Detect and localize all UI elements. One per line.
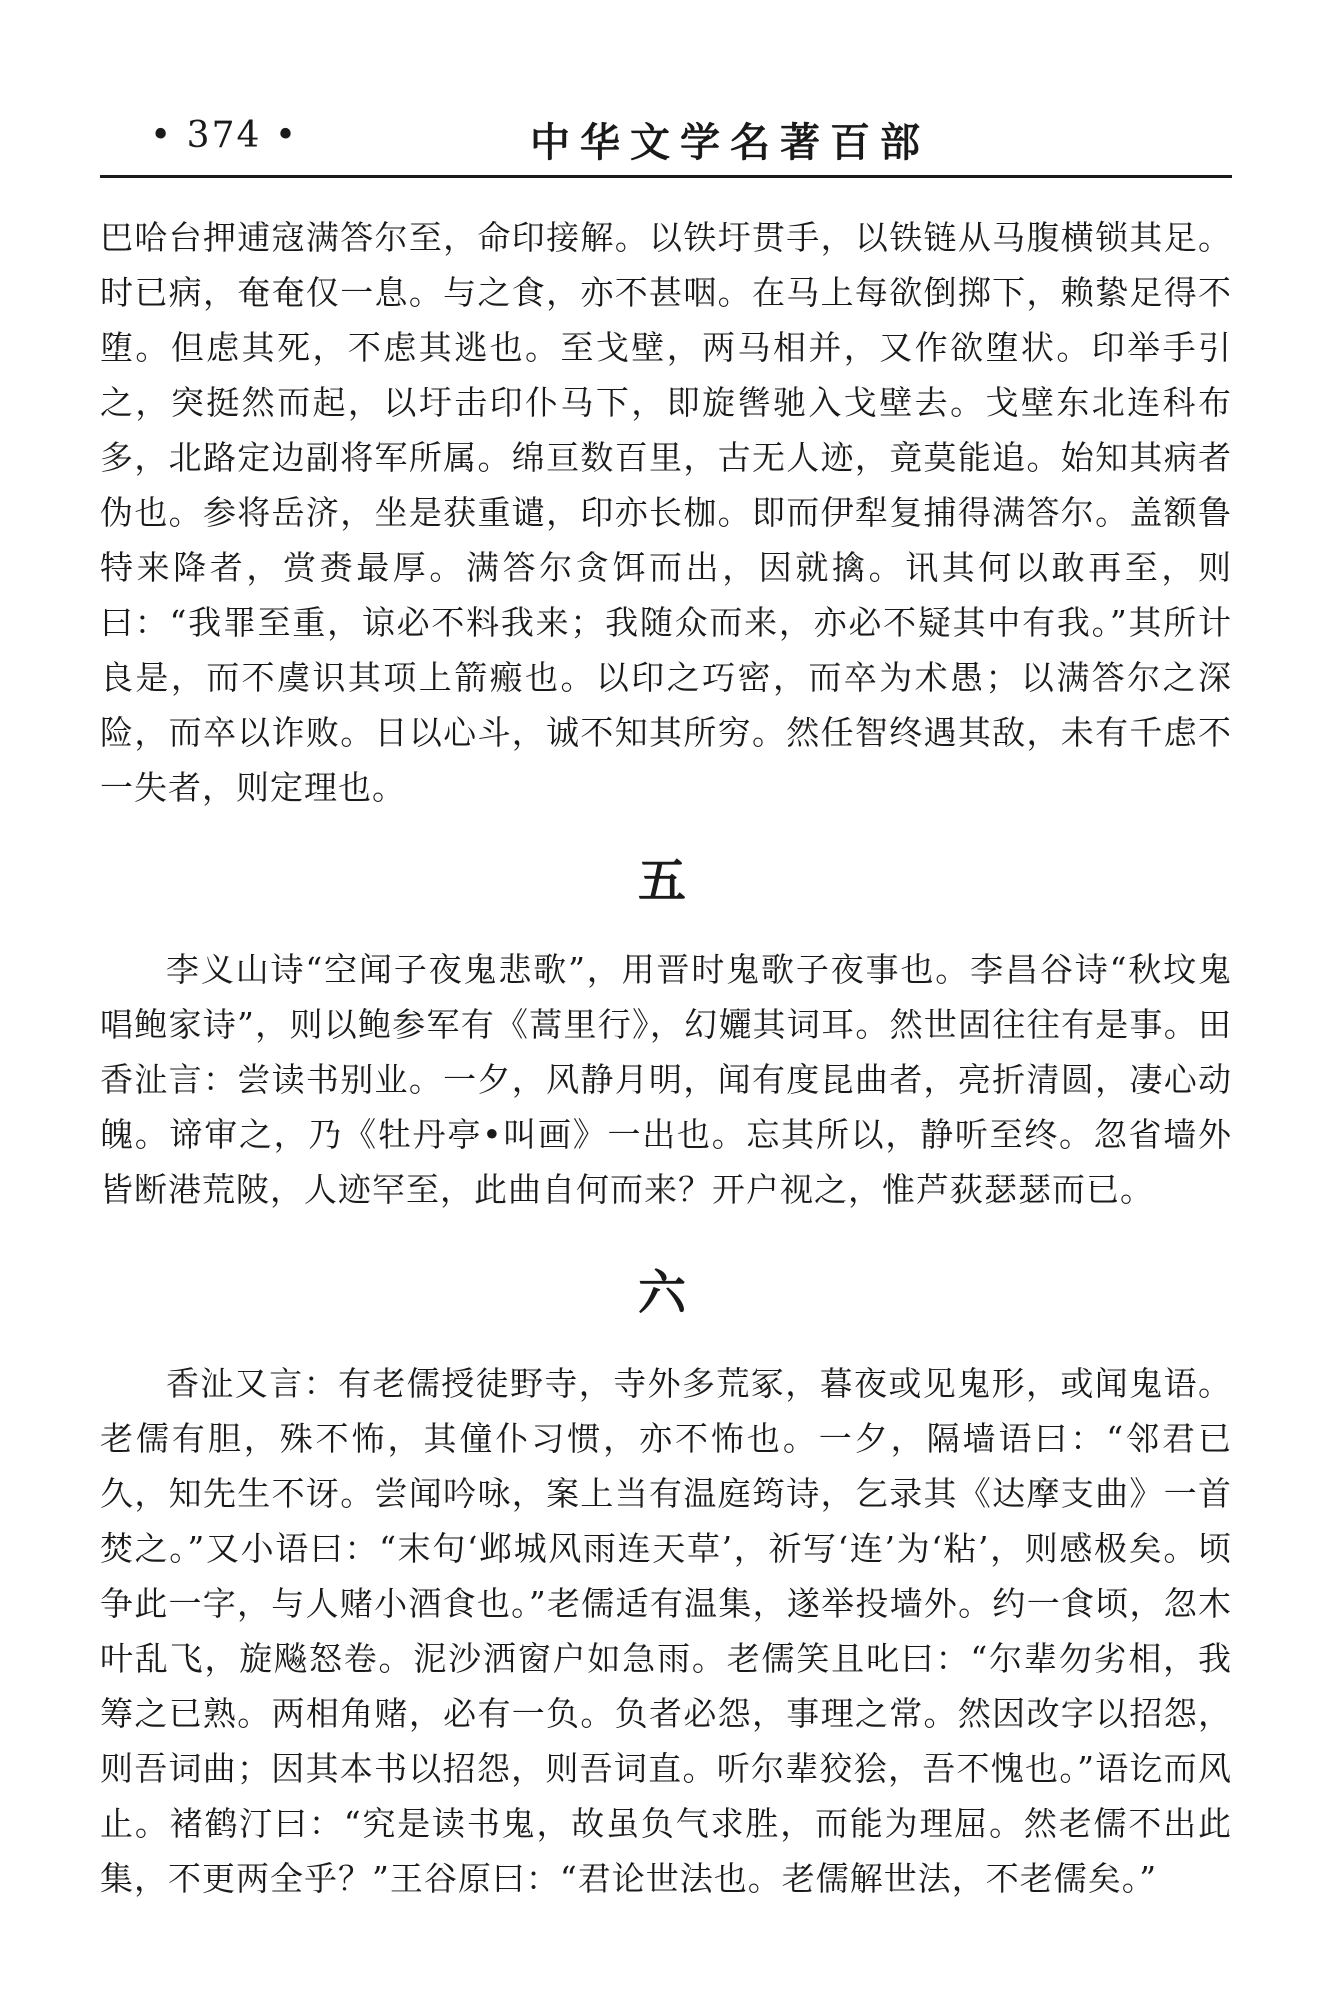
page-number: • 374 • [150, 115, 299, 156]
continued-paragraph: 巴哈台押逋寇满答尔至，命印接解。以铁圩贯手，以铁链从马腹横锁其足。时已病，奄奄仅一息。与之食，亦不甚咽。在马上每欲倒掷下，赖絷足得不堕。但虑其死，不虑其逃也。至戈壁，两马相并，又作欲堕状。印举手引之，突挺然而起，以圩击印仆马下，即旋辔驰入戈壁去。戈壁东北连科布多，北路定边副将军所属。绵亘数百里，古无人迹，竟莫能追。始知其病者伪也。参将岳济，坐是获重谴，印亦长枷。即而伊犁复捕得满答尔。盖额鲁特来降者，赏赉最厚。满答尔贪饵而出，因就擒。讯其何以敢再至，则曰：“我罪至重，谅必不料我来；我随众而来，亦必不疑其中有我。”其所计良是，而不虞识其项上箭瘢也。以印之巧密，而卒为术愚；以满答尔之深险，而卒以诈败。日以心斗，诚不知其所穷。然任智终遇其敌，未有千虑不一失者，则定理也。 [100, 218, 1232, 807]
section-five-paragraph: 李义山诗“空闻子夜鬼悲歌”，用晋时鬼歌子夜事也。李昌谷诗“秋坟鬼唱鲍家诗”，则以鲍参军有《蒿里行》，幻孋其词耳。然世固往往有是事。田香沚言：尝读书别业。一夕，风静月明，闻有度昆曲者，亮折清圆，凄心动魄。谛审之，乃《牡丹亭•叫画》一出也。忘其所以，静听至终。忽省墙外皆断港荒陂，人迹罕至，此曲自何而来？开户视之，惟芦荻瑟瑟而已。 [100, 950, 1232, 1209]
section-six-body [100, 1356, 1232, 1906]
section-heading-five: 五 [637, 853, 686, 909]
section-six-paragraph: 香沚又言：有老儒授徒野寺，寺外多荒冢，暮夜或见鬼形，或闻鬼语。老儒有胆，殊不怖，其僮仆习惯，亦不怖也。一夕，隔墙语曰：“邻君已久，知先生不讶。尝闻吟咏，案上当有温庭筠诗，乞录其《达摩支曲》一首焚之。”又小语曰：“末句‘邺城风雨连天草’，祈写‘连’为‘粘’，则感极矣。顷争此一字，与人赌小酒食也。”老儒适有温集，遂举投墙外。约一食顷，忽木叶乱飞，旋飚怒卷。泥沙洒窗户如急雨。老儒笑且叱曰：“尔辈勿劣相，我筹之已熟。两相角赌，必有一负。负者必怨，事理之常。然因改字以招怨，则吾词曲；因其本书以招怨，则吾词直。听尔辈狡狯，吾不愧也。”语讫而风止。褚鹤汀曰：“究是读书鬼，故虽负气求胜，而能为理屈。然老儒不出此集，不更两全乎？”王谷原曰：“君论世法也。老儒解世法，不老儒矣。” [100, 1364, 1232, 1898]
section-heading-six: 六 [637, 1265, 686, 1321]
book-title: 中华文学名著百部 [530, 119, 930, 166]
section-five-body [100, 942, 1232, 1217]
page-header [100, 105, 1232, 178]
continued-paragraph-block [100, 210, 1232, 815]
